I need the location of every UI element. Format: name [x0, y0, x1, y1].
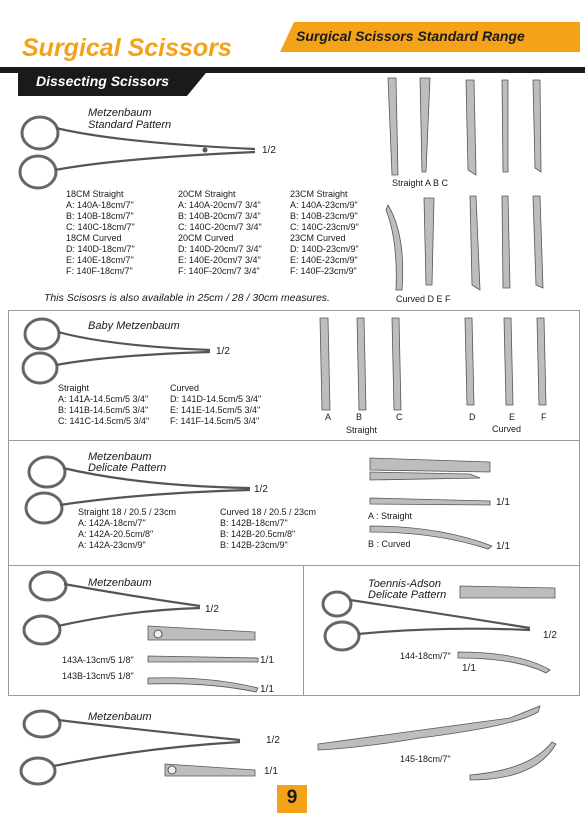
- spec-line: 20CM Curved: [178, 233, 234, 243]
- spec-line: D: 140D-20cm/7 3/4": [178, 244, 262, 254]
- section-title: Metzenbaum: [88, 711, 152, 723]
- spec-line: B: 140B-20cm/7 3/4": [178, 211, 261, 221]
- spec-line: D: 140D-23cm/9": [290, 244, 359, 254]
- spec-line: A: 140A-23cm/9": [290, 200, 358, 210]
- straight-label: A : Straight: [368, 511, 413, 521]
- curved-label: Curved: [492, 424, 522, 434]
- spec-column-curved: [170, 383, 261, 427]
- spec-line: A: 142A-20.5cm/8": [78, 529, 154, 539]
- spec-line: B: 141B-14.5cm/5 3/4": [58, 405, 149, 415]
- spec-line: D: 141D-14.5cm/5 3/4": [170, 394, 262, 404]
- spec-line: 23CM Curved: [290, 233, 346, 243]
- section-subtitle: Delicate Pattern: [368, 589, 447, 601]
- section-title: Baby Metzenbaum: [88, 320, 180, 332]
- spec-column-curved: [220, 507, 316, 551]
- spec-column-straight: [58, 383, 149, 427]
- availability-note: This Scisosrs is also available in 25cm / 28 / 30cm measures.: [44, 292, 330, 304]
- spec-line: D: 140D-18cm/7": [66, 244, 135, 254]
- spec-column-20cm: [178, 189, 262, 277]
- section-title: Metzenbaum: [88, 577, 152, 589]
- page-number: 9: [286, 787, 298, 808]
- scale-label: 1/1: [264, 766, 278, 777]
- scale-label: 1/1: [496, 497, 510, 508]
- curved-label: B : Curved: [368, 539, 411, 549]
- spec-line: Straight 18 / 20.5 / 23cm: [78, 507, 177, 517]
- spec-line: 18CM Straight: [66, 189, 124, 199]
- spec-line: 23CM Straight: [290, 189, 348, 199]
- spec-line: C: 140C-20cm/7 3/4": [178, 222, 262, 232]
- scale-label: 1/2: [262, 145, 276, 156]
- section-title: Metzenbaum: [88, 107, 152, 119]
- spec-line: E: 140E-23cm/9": [290, 255, 358, 265]
- scale-label: 1/1: [260, 684, 274, 695]
- section-title: Metzenbaum: [88, 451, 152, 463]
- scale-label: 1/1: [260, 655, 274, 666]
- scale-label: 1/2: [266, 735, 280, 746]
- spec-line: F: 140F-20cm/7 3/4": [178, 266, 260, 276]
- product-code: 144-18cm/7": [400, 651, 451, 661]
- spec-line: 20CM Straight: [178, 189, 236, 199]
- spec-line: C: 140C-18cm/7": [66, 222, 135, 232]
- spec-line: A: 140A-20cm/7 3/4": [178, 200, 261, 210]
- spec-line: B: 140B-23cm/9": [290, 211, 358, 221]
- spec-line: E: 140E-18cm/7": [66, 255, 134, 265]
- spec-line: Curved 18 / 20.5 / 23cm: [220, 507, 317, 517]
- range-banner-text: Surgical Scissors Standard Range: [296, 28, 525, 44]
- spec-column-straight: [78, 507, 176, 551]
- spec-line: E: 140E-20cm/7 3/4": [178, 255, 261, 265]
- metzenbaum-small-image: [24, 572, 258, 692]
- spec-line: B: 142B-20.5cm/8": [220, 529, 296, 539]
- category-title: Dissecting Scissors: [36, 73, 170, 89]
- spec-line: A: 142A-23cm/9": [78, 540, 146, 550]
- scale-label: 1/2: [216, 346, 230, 357]
- scale-label: 1/2: [543, 630, 557, 641]
- scale-label: 1/2: [205, 604, 219, 615]
- letter-label: C: [396, 412, 403, 422]
- spec-column-23cm: [290, 189, 359, 277]
- straight-detail-images: [388, 78, 541, 175]
- letter-label: A: [325, 412, 332, 422]
- spec-line: B: 142B-23cm/9": [220, 540, 288, 550]
- spec-line: A: 140A-18cm/7": [66, 200, 134, 210]
- scale-label: 1/1: [462, 663, 476, 674]
- curved-detail-images: [386, 196, 543, 290]
- section-subtitle: Standard Pattern: [88, 119, 172, 131]
- product-code: 145-18cm/7": [400, 754, 451, 764]
- spec-line: F: 141F-14.5cm/5 3/4": [170, 416, 260, 426]
- product-code: 143B-13cm/5 1/8": [62, 671, 134, 681]
- spec-line: Straight: [58, 383, 90, 393]
- product-code: 143A-13cm/5 1/8": [62, 655, 134, 665]
- spec-line: A: 142A-18cm/7": [78, 518, 146, 528]
- curved-label: Curved D E F: [396, 294, 451, 304]
- section-title: Toennis-Adson: [368, 578, 441, 590]
- spec-line: C: 140C-23cm/9": [290, 222, 359, 232]
- straight-label: Straight A B C: [392, 178, 449, 188]
- spec-line: C: 141C-14.5cm/5 3/4": [58, 416, 150, 426]
- letter-label: F: [541, 412, 547, 422]
- scale-label: 1/1: [496, 541, 510, 552]
- spec-line: 18CM Curved: [66, 233, 122, 243]
- letter-label: D: [469, 412, 476, 422]
- straight-label: Straight: [346, 425, 378, 435]
- letter-label: B: [356, 412, 363, 422]
- spec-line: Curved: [170, 383, 200, 393]
- spec-line: F: 140F-18cm/7": [66, 266, 133, 276]
- page-title: Surgical Scissors: [22, 34, 232, 62]
- spec-line: E: 141E-14.5cm/5 3/4": [170, 405, 261, 415]
- scale-label: 1/2: [254, 484, 268, 495]
- spec-line: A: 141A-14.5cm/5 3/4": [58, 394, 149, 404]
- spec-line: B: 140B-18cm/7": [66, 211, 134, 221]
- spec-line: B: 142B-18cm/7": [220, 518, 288, 528]
- section-subtitle: Delicate Pattern: [88, 462, 167, 474]
- spec-column-18cm: [66, 189, 135, 277]
- spec-line: F: 140F-23cm/9": [290, 266, 357, 276]
- letter-label: E: [509, 412, 516, 422]
